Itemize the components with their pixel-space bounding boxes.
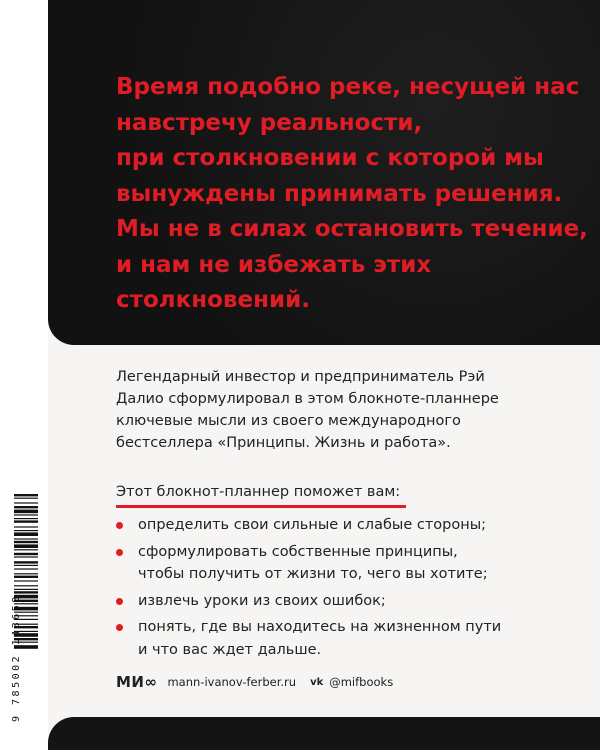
- list-item-line: сформулировать собственные принципы,: [138, 543, 458, 560]
- barcode-stripe: [14, 538, 38, 539]
- barcode-stripe: [14, 541, 38, 543]
- barcode-stripe: [14, 532, 38, 536]
- barcode-stripe: [14, 585, 38, 586]
- list-item-line: определить свои сильные и слабые стороны;: [138, 517, 487, 533]
- quote-line: при столкновении с которой мы: [116, 145, 544, 171]
- barcode-stripe: [14, 544, 38, 548]
- quote-text: [116, 70, 586, 319]
- book-back-cover: [48, 0, 600, 750]
- barcode-stripe: [14, 568, 38, 569]
- quote-line: и нам не избежать этих: [116, 251, 432, 278]
- description-line: Легендарный инвестор и предприниматель Рэй: [116, 369, 485, 385]
- description-line: Далио сформулировал в этом блокноте-планнере: [116, 391, 499, 407]
- barcode-stripe: [14, 510, 38, 514]
- publisher-footer: [116, 672, 393, 692]
- list-item-line: и что вас ждет дальше.: [138, 641, 322, 658]
- bottom-dark-bar: [48, 717, 600, 750]
- barcode-stripe: [14, 518, 38, 519]
- barcode-stripe: [14, 526, 38, 527]
- barcode-stripe: [14, 514, 38, 515]
- barcode-stripe: [14, 498, 38, 499]
- benefits-list: [116, 514, 501, 665]
- barcode-stripe: [14, 502, 38, 503]
- list-item: [116, 590, 501, 613]
- vk-icon: vk: [310, 676, 324, 688]
- heading-underline: [116, 505, 406, 508]
- list-item-line: извлечь уроки из своих ошибок;: [138, 592, 386, 609]
- website-link[interactable]: mann-ivanov-ferber.ru: [167, 675, 297, 689]
- bullet-dot-icon: [116, 549, 123, 556]
- barcode-icon: [0, 490, 38, 722]
- barcode-stripe: [14, 576, 38, 578]
- list-item: [116, 541, 501, 586]
- bullet-dot-icon: [116, 522, 123, 529]
- barcode-stripe: [14, 506, 38, 508]
- bullet-dot-icon: [116, 624, 123, 631]
- quote-line: Время подобно реке, несущей нас: [116, 74, 580, 100]
- description-line: ключевые мысли из своего международного: [116, 413, 461, 429]
- barcode-stripe: [14, 553, 38, 555]
- barcode-stripe: [14, 494, 38, 496]
- quote-line: навстречу реальности,: [116, 109, 423, 136]
- list-item: [116, 616, 501, 661]
- barcode-stripe: [14, 530, 38, 531]
- quote-line: вынуждены принимать решения.: [116, 180, 563, 207]
- barcode-stripe: [14, 561, 38, 563]
- barcode-stripe: [14, 549, 38, 550]
- list-item-line: понять, где вы находитесь на жизненном пути: [138, 619, 502, 635]
- description-line: бестселлера «Принципы. Жизнь и работа».: [116, 435, 451, 451]
- list-item-line: чтобы получить от жизни то, чего вы хотите;: [138, 566, 488, 582]
- list-heading: Этот блокнот-планнер поможет вам:: [116, 484, 401, 500]
- barcode-digits: [1, 490, 22, 722]
- barcode-stripe: [14, 556, 38, 557]
- quote-panel: [48, 0, 600, 345]
- bullet-dot-icon: [116, 598, 123, 605]
- social-handle[interactable]: @mifbooks: [329, 675, 394, 689]
- barcode-stripe: [14, 573, 38, 574]
- barcode-stripe: [14, 520, 38, 522]
- publisher-logo: МИ∞: [116, 673, 158, 691]
- quote-line: Мы не в силах остановить течение,: [116, 216, 588, 242]
- list-item: [116, 514, 501, 537]
- quote-line: столкновений.: [116, 287, 310, 313]
- barcode-number: 9 785002 143658: [11, 594, 22, 722]
- description-text: [116, 366, 556, 454]
- barcode-stripe: [14, 589, 38, 590]
- barcode-stripe: [14, 580, 38, 581]
- barcode-stripe: [14, 565, 38, 566]
